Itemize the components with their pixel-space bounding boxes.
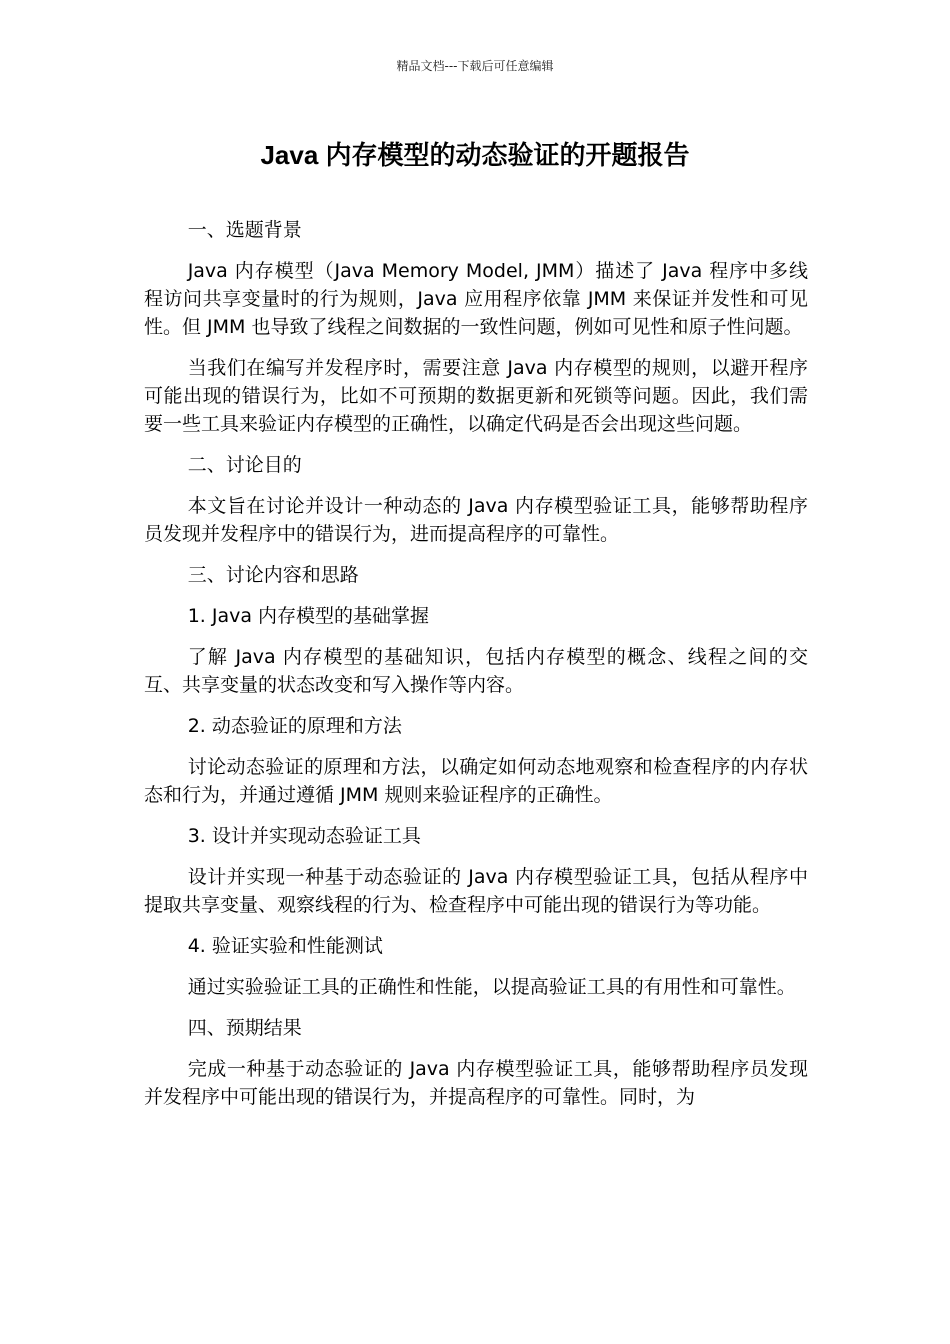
- section-heading-content: 三、讨论内容和思路: [187, 564, 359, 586]
- paragraph: 通过实验验证工具的正确性和性能，以提高验证工具的有用性和可靠性。: [187, 976, 796, 998]
- subsection-heading: 2. 动态验证的原理和方法: [187, 715, 402, 737]
- paragraph: 完成一种基于动态验证的 Java 内存模型验证工具，能够帮助程序员发现并发程序中可能出现的错误行为，并提高程序的可靠性。同时，为: [144, 1058, 808, 1108]
- page-header-note: 精品文档---下载后可任意编辑: [396, 59, 554, 73]
- subsection-heading: 3. 设计并实现动态验证工具: [187, 825, 421, 847]
- paragraph: 设计并实现一种基于动态验证的 Java 内存模型验证工具，包括从程序中提取共享变量、观察线程的行为、检查程序中可能出现的错误行为等功能。: [144, 866, 808, 916]
- section-heading-purpose: 二、讨论目的: [187, 454, 302, 476]
- paragraph: 当我们在编写并发程序时，需要注意 Java 内存模型的规则，以避开程序可能出现的错误行为，比如不可预期的数据更新和死锁等问题。因此，我们需要一些工具来验证内存模型的正确性，以确定代码是否会出现这些问题。: [144, 357, 808, 435]
- subsection-heading: 4. 验证实验和性能测试: [187, 935, 383, 957]
- document-title: Java 内存模型的动态验证的开题报告: [260, 140, 690, 170]
- document-body: [144, 216, 808, 1124]
- paragraph: 了解 Java 内存模型的基础知识，包括内存模型的概念、线程之间的交互、共享变量的状态改变和写入操作等内容。: [144, 646, 808, 696]
- section-heading-background: 一、选题背景: [187, 219, 302, 241]
- paragraph: Java 内存模型（Java Memory Model, JMM）描述了 Java 程序中多线程访问共享变量时的行为规则，Java 应用程序依靠 JMM 来保证并发性和可见性。但 JMM 也导致了线程之间数据的一致性问题，例如可见性和原子性问题。: [144, 260, 808, 338]
- section-heading-expected-results: 四、预期结果: [187, 1017, 302, 1039]
- subsection-heading: 1. Java 内存模型的基础掌握: [187, 605, 430, 627]
- paragraph: 本文旨在讨论并设计一种动态的 Java 内存模型验证工具，能够帮助程序员发现并发程序中的错误行为，进而提高程序的可靠性。: [144, 495, 808, 545]
- paragraph: 讨论动态验证的原理和方法，以确定如何动态地观察和检查程序的内存状态和行为，并通过遵循 JMM 规则来验证程序的正确性。: [144, 756, 808, 806]
